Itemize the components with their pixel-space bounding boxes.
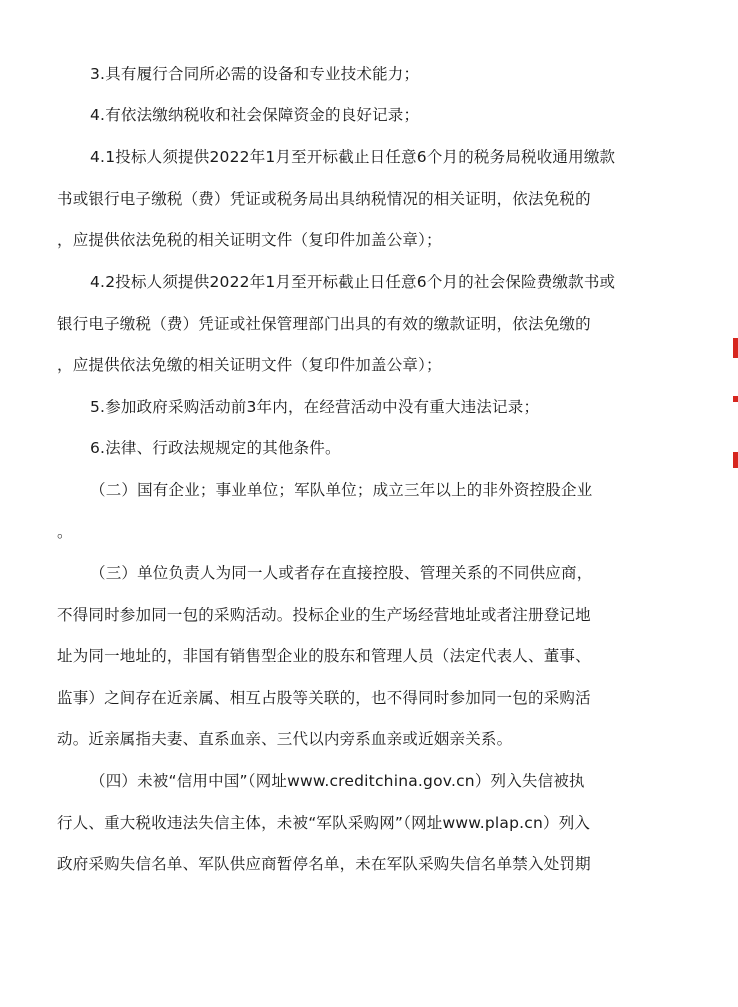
text-line: （四）未被“信用中国”（网址www.creditchina.gov.cn）列入失信被执 (90, 772, 585, 790)
red-margin-marks (733, 330, 738, 480)
text-line: 银行电子缴税（费）凭证或社保管理部门出具的有效的缴款证明，依法免缴的 (57, 315, 591, 333)
text-line: 址为同一地址的，非国有销售型企业的股东和管理人员（法定代表人、董事、 (57, 647, 591, 665)
text-line: 4.1投标人须提供2022年1月至开标截止日任意6个月的税务局税收通用缴款 (90, 148, 616, 166)
text-line: 。 (57, 523, 73, 541)
text-line: 监事）之间存在近亲属、相互占股等关联的，也不得同时参加同一包的采购活 (57, 689, 591, 707)
text-line: （二）国有企业；事业单位；军队单位；成立三年以上的非外资控股企业 (90, 481, 593, 499)
text-line: （三）单位负责人为同一人或者存在直接控股、管理关系的不同供应商， (90, 564, 593, 582)
text-line: 6.法律、行政法规规定的其他条件。 (90, 439, 341, 457)
text-line: ，应提供依法免税的相关证明文件（复印件加盖公章）； (57, 231, 442, 249)
text-line: 不得同时参加同一包的采购活动。投标企业的生产场经营地址或者注册登记地 (57, 606, 591, 624)
red-margin-mark (733, 452, 738, 468)
red-margin-mark (733, 338, 738, 358)
text-line: 行人、重大税收违法失信主体，未被“军队采购网”（网址www.plap.cn）列入 (57, 814, 591, 832)
text-line: 3.具有履行合同所必需的设备和专业技术能力； (90, 65, 420, 83)
text-line: 4.有依法缴纳税收和社会保障资金的良好记录； (90, 106, 420, 124)
text-line: 政府采购失信名单、军队供应商暂停名单，未在军队采购失信名单禁入处罚期 (57, 855, 591, 873)
text-line: 书或银行电子缴税（费）凭证或税务局出具纳税情况的相关证明，依法免税的 (57, 190, 591, 208)
text-line: 5.参加政府采购活动前3年内，在经营活动中没有重大违法记录； (90, 398, 540, 416)
red-margin-mark (733, 396, 738, 402)
text-line: 4.2投标人须提供2022年1月至开标截止日任意6个月的社会保险费缴款书或 (90, 273, 616, 291)
text-line: ，应提供依法免缴的相关证明文件（复印件加盖公章）； (57, 356, 442, 374)
text-line: 动。近亲属指夫妻、直系血亲、三代以内旁系血亲或近姻亲关系。 (57, 730, 513, 748)
